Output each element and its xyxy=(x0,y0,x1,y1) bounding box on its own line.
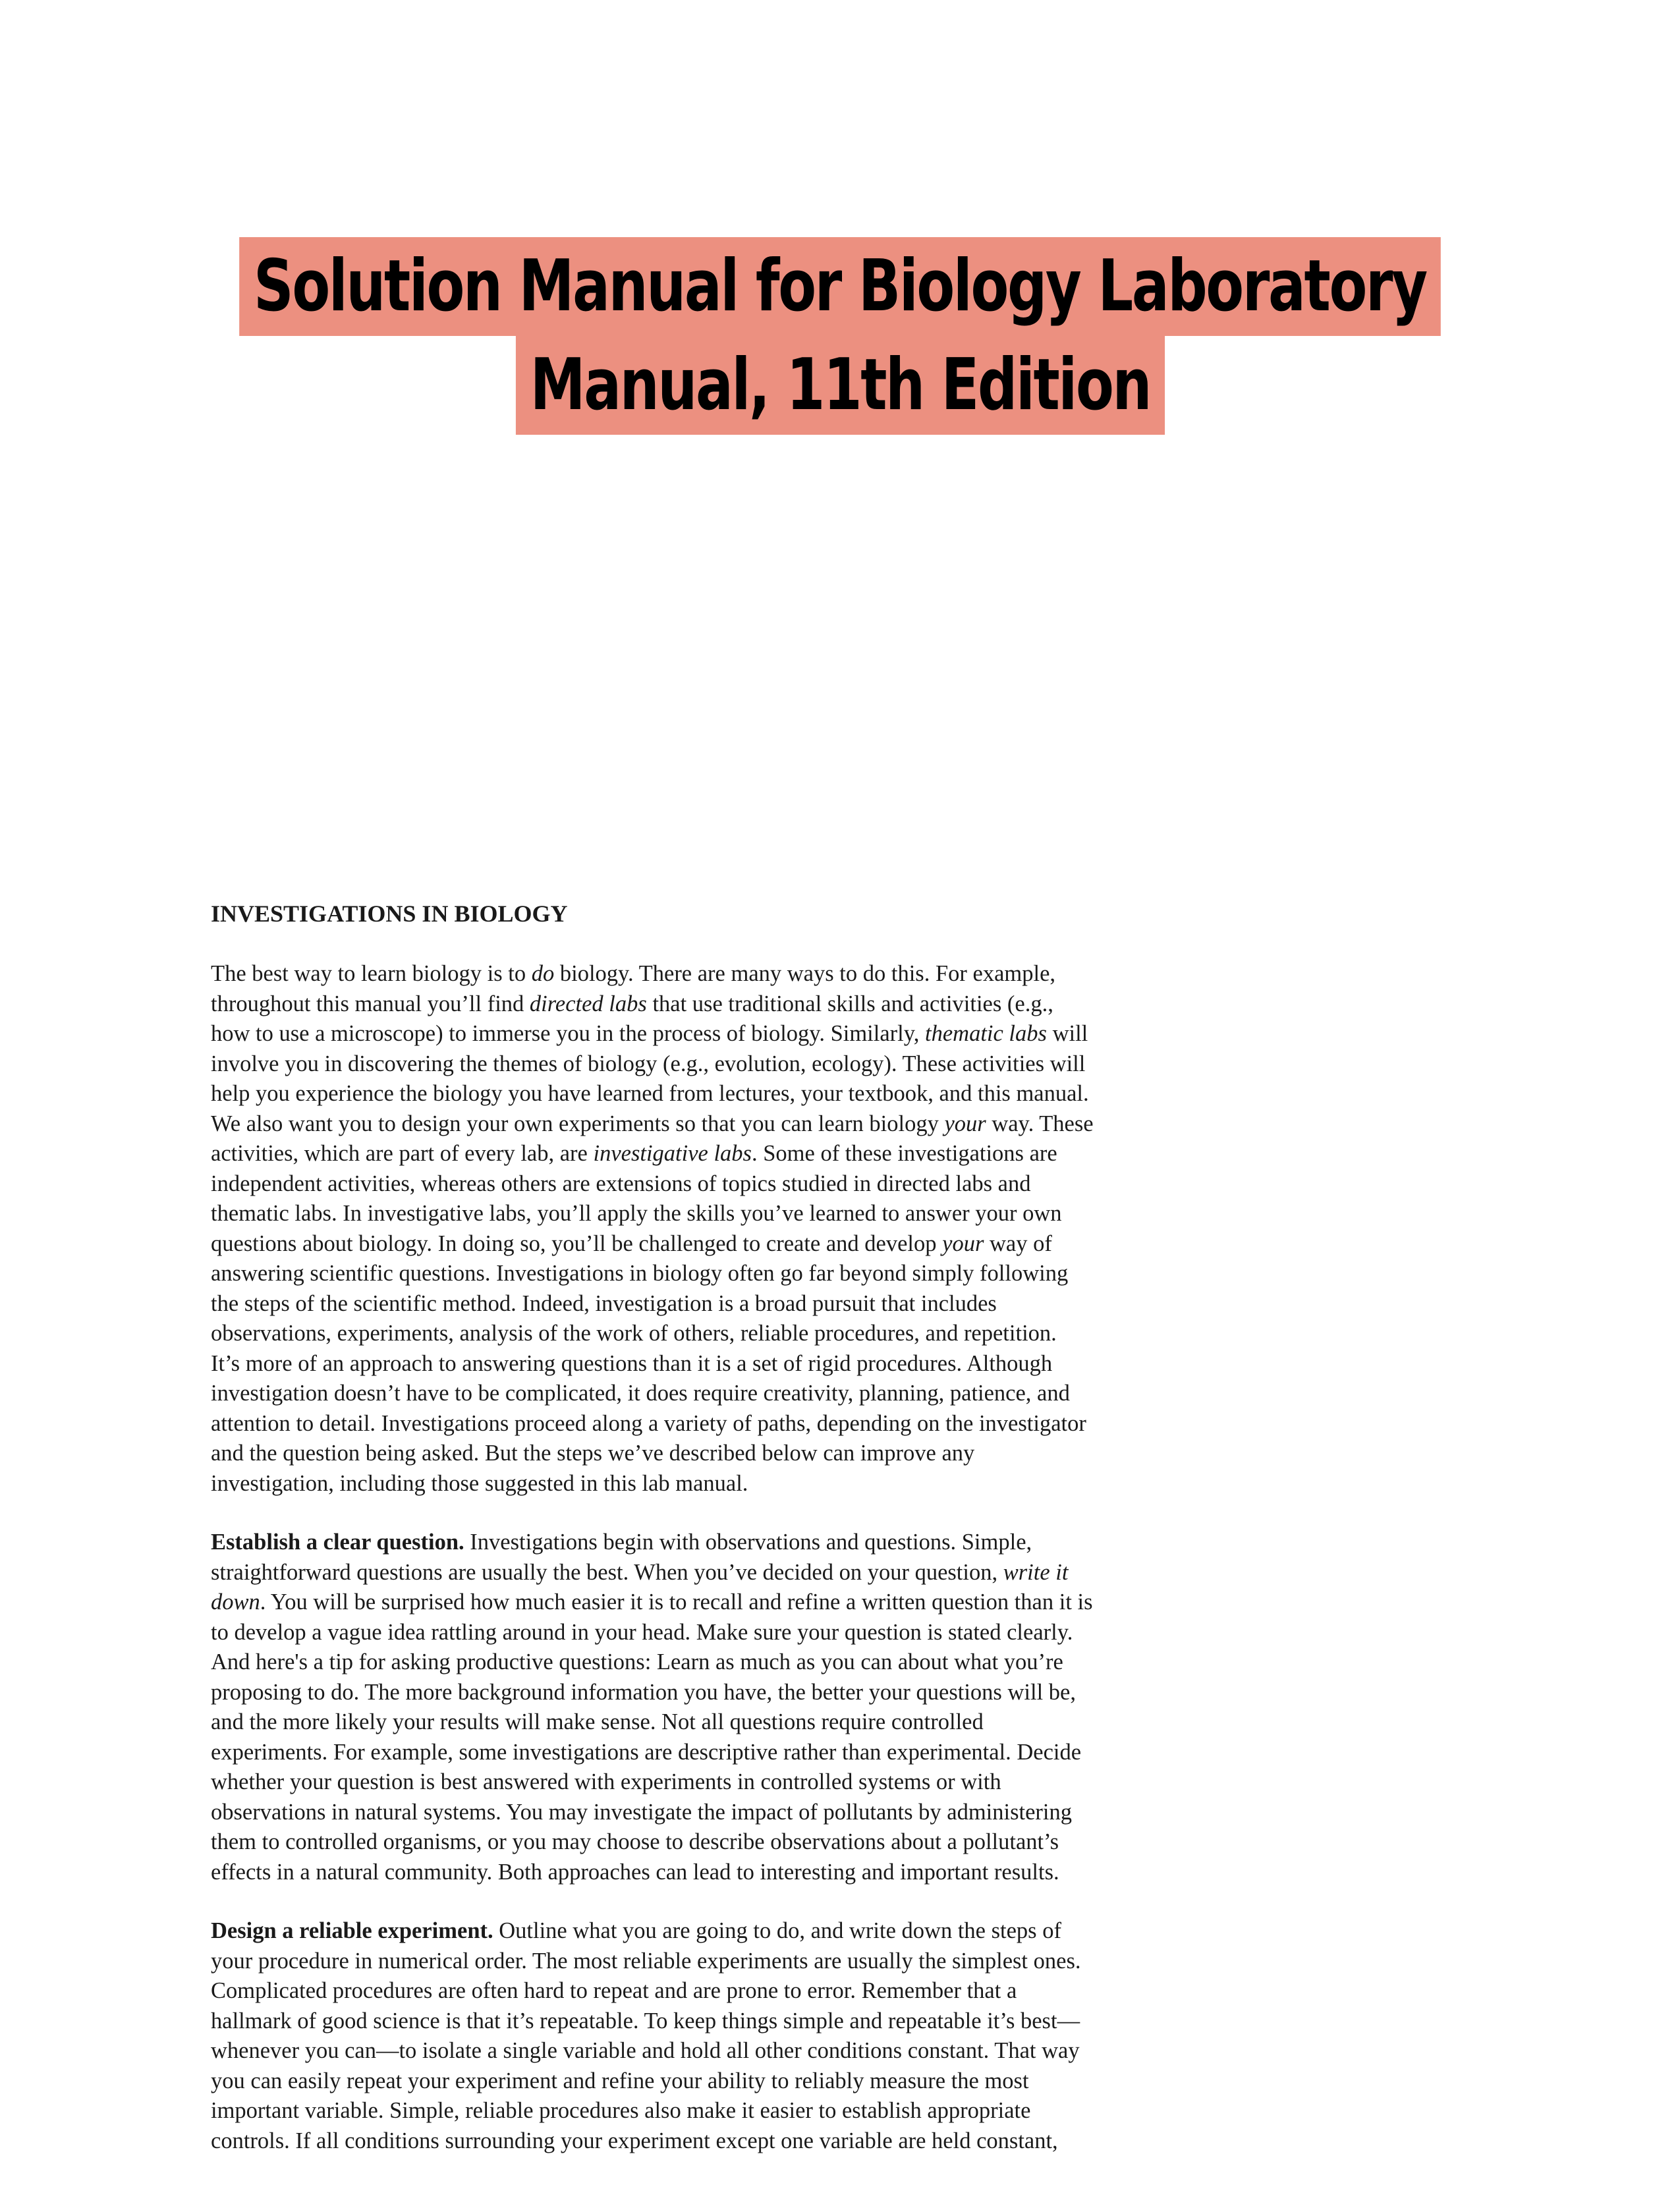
question-paragraph-line: Establish a clear question. Investigations begin with observations and questions. Simple, xyxy=(211,1530,1032,1555)
intro-paragraph-line: The best way to learn biology is to do biology. There are many ways to do this. For example, xyxy=(211,961,1056,986)
question-paragraph-line: them to controlled organisms, or you may choose to describe observations about a pollutant’s xyxy=(211,1829,1059,1854)
intro-paragraph-line: investigation, including those suggested in this lab manual. xyxy=(211,1470,748,1496)
title-line-1-wrapper xyxy=(0,237,1680,336)
intro-paragraph-line: throughout this manual you’ll find directed labs that use traditional skills and activities (e.g., xyxy=(211,991,1053,1016)
intro-paragraph-line: We also want you to design your own experiments so that you can learn biology your way. These xyxy=(211,1111,1094,1136)
emphasis-text: do xyxy=(531,961,555,986)
intro-paragraph-line: attention to detail. Investigations proceed along a variety of paths, depending on the investigator xyxy=(211,1410,1086,1436)
intro-paragraph-line: involve you in discovering the themes of biology (e.g., evolution, ecology). These activities will xyxy=(211,1051,1086,1076)
emphasis-text: directed labs xyxy=(529,991,647,1016)
experiment-paragraph-line: Design a reliable experiment. Outline what you are going to do, and write down the steps of xyxy=(211,1918,1061,1943)
emphasis-text: write it xyxy=(1003,1559,1069,1585)
question-paragraph xyxy=(211,1528,1291,1887)
question-paragraph-line: And here's a tip for asking productive questions: Learn as much as you can about what you’re xyxy=(211,1649,1063,1674)
question-paragraph-line: observations in natural systems. You may investigate the impact of pollutants by administering xyxy=(211,1799,1072,1825)
question-paragraph-line: down. You will be surprised how much easier it is to recall and refine a written question than it is xyxy=(211,1590,1093,1615)
experiment-paragraph-lead: Design a reliable experiment. xyxy=(211,1918,493,1943)
intro-paragraph-line: the steps of the scientific method. Indeed, investigation is a broad pursuit that includes xyxy=(211,1290,997,1316)
experiment-paragraph xyxy=(211,1916,1291,2156)
question-paragraph-line: proposing to do. The more background information you have, the better your questions will be, xyxy=(211,1679,1076,1705)
question-paragraph-line: whether your question is best answered with experiments in controlled systems or with xyxy=(211,1769,1001,1794)
experiment-paragraph-line: your procedure in numerical order. The most reliable experiments are usually the simplest ones. xyxy=(211,1948,1081,1974)
intro-paragraph-line: It’s more of an approach to answering questions than it is a set of rigid procedures. Although xyxy=(211,1350,1053,1376)
intro-paragraph-line: investigation doesn’t have to be complicated, it does require creativity, planning, patience, and xyxy=(211,1381,1070,1406)
experiment-paragraph-line: you can easily repeat your experiment and refine your ability to reliably measure the most xyxy=(211,2068,1029,2093)
experiment-paragraph-line: Complicated procedures are often hard to repeat and are prone to error. Remember that a xyxy=(211,1978,1017,2003)
intro-paragraph-line: answering scientific questions. Investigations in biology often go far beyond simply following xyxy=(211,1261,1069,1286)
intro-paragraph-line: questions about biology. In doing so, you’ll be challenged to create and develop your way of xyxy=(211,1231,1052,1256)
emphasis-text: your xyxy=(942,1231,984,1256)
intro-paragraph-line: observations, experiments, analysis of the work of others, reliable procedures, and repetition. xyxy=(211,1321,1057,1346)
question-paragraph-line: to develop a vague idea rattling around in your head. Make sure your question is stated clearly. xyxy=(211,1619,1073,1645)
intro-paragraph-line: independent activities, whereas others are extensions of topics studied in directed labs and xyxy=(211,1171,1031,1196)
title-line-1: Solution Manual for Biology Laboratory xyxy=(239,237,1440,336)
intro-paragraph-line: help you experience the biology you have learned from lectures, your textbook, and this manual. xyxy=(211,1081,1089,1106)
experiment-paragraph-line: hallmark of good science is that it’s repeatable. To keep things simple and repeatable it’s best— xyxy=(211,2008,1080,2033)
question-paragraph-line: straightforward questions are usually the best. When you’ve decided on your question, write it xyxy=(211,1559,1069,1585)
intro-paragraph-line: thematic labs. In investigative labs, you’ll apply the skills you’ve learned to answer your own xyxy=(211,1201,1062,1226)
experiment-paragraph-line: controls. If all conditions surrounding your experiment except one variable are held constant, xyxy=(211,2128,1058,2153)
emphasis-text: investigative labs xyxy=(593,1141,752,1166)
title-line-2-wrapper xyxy=(0,336,1680,435)
document-body xyxy=(211,899,1291,2185)
question-paragraph-line: experiments. For example, some investigations are descriptive rather than experimental. Decide xyxy=(211,1739,1082,1765)
question-paragraph-line: and the more likely your results will make sense. Not all questions require controlled xyxy=(211,1709,984,1734)
intro-paragraph xyxy=(211,959,1291,1499)
question-paragraph-line: effects in a natural community. Both approaches can lead to interesting and important results. xyxy=(211,1859,1059,1885)
emphasis-text: thematic labs xyxy=(925,1021,1047,1046)
emphasis-text: your xyxy=(944,1111,986,1136)
question-paragraph-lead: Establish a clear question. xyxy=(211,1530,464,1555)
experiment-paragraph-line: whenever you can—to isolate a single variable and hold all other conditions constant. That way xyxy=(211,2038,1080,2063)
emphasis-text: down xyxy=(211,1590,260,1615)
section-heading: INVESTIGATIONS IN BIOLOGY xyxy=(211,900,568,927)
intro-paragraph-line: how to use a microscope) to immerse you in the process of biology. Similarly, thematic labs will xyxy=(211,1021,1088,1046)
intro-paragraph-line: and the question being asked. But the steps we’ve described below can improve any xyxy=(211,1441,975,1466)
intro-paragraph-line: activities, which are part of every lab, are investigative labs. Some of these investigations are xyxy=(211,1141,1057,1166)
experiment-paragraph-line: important variable. Simple, reliable procedures also make it easier to establish appropriate xyxy=(211,2098,1031,2123)
title-line-2: Manual, 11th Edition xyxy=(515,336,1164,435)
